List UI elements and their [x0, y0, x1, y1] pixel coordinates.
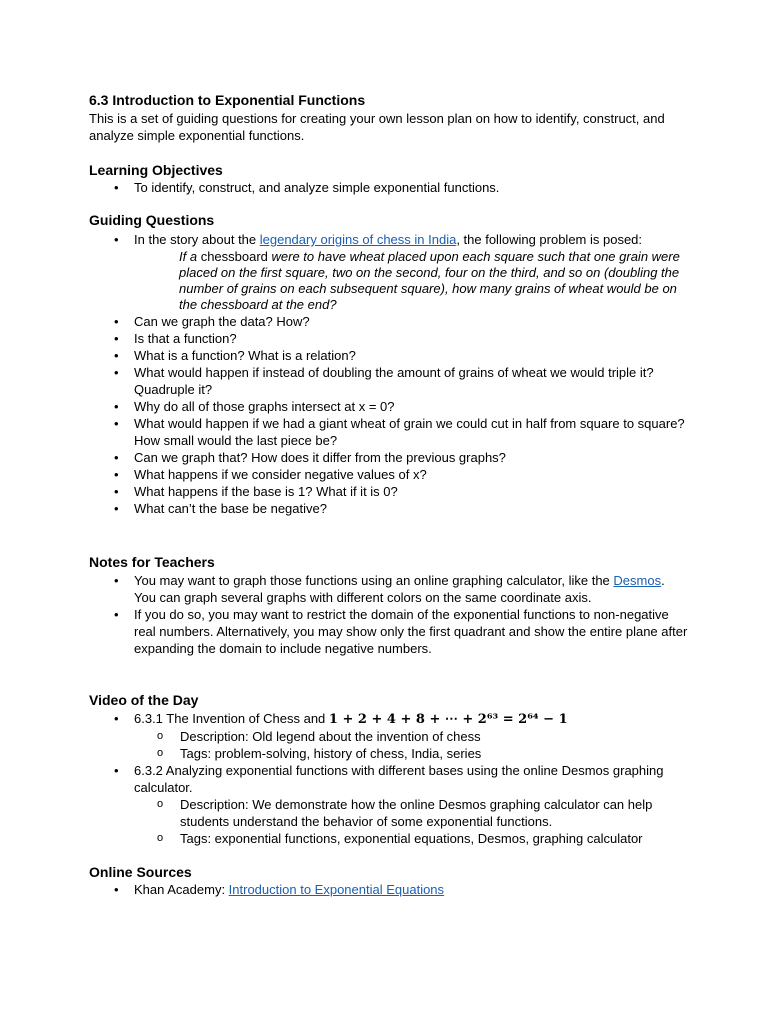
list-item: • To identify, construct, and analyze simple exponential functions.: [89, 179, 689, 196]
learning-objectives-list: [89, 179, 689, 196]
list-item: • Khan Academy: Introduction to Exponential Equations: [89, 881, 689, 898]
list-item: [89, 231, 689, 313]
list-item: • What happens if we consider negative values of x?: [89, 466, 689, 483]
khan-academy-link[interactable]: Introduction to Exponential Equations: [228, 882, 445, 897]
video-description: o Description: Old legend about the invention of chess: [134, 728, 689, 745]
page-title: 6.3 Introduction to Exponential Functions: [89, 92, 366, 108]
guiding-questions-heading: Guiding Questions: [89, 212, 215, 228]
list-item: • Why do all of those graphs intersect at x = 0?: [89, 398, 689, 415]
video-item: • 6.3.1 The Invention of Chess and 1 + 2 + 4 + 8 + ⋯ + 2⁶³ = 2⁶⁴ − 1 o Description: Old legend about the invention of chess o Tags: problem-solving, history of chess, India, series: [89, 710, 689, 762]
list-item: • What would happen if instead of doubling the amount of grains of wheat we would triple it? Quadruple it?: [89, 364, 689, 398]
guiding-questions-list: [89, 231, 689, 517]
question-text: In the story about the: [134, 232, 260, 247]
list-item: • What would happen if we had a giant wheat of grain we could cut in half from square to square? How small would the last piece be?: [89, 415, 689, 449]
list-item: • If you do so, you may want to restrict the domain of the exponential functions to non-negative real numbers. Alternatively, you may show only the first quadrant and show the entire plane after expanding the domain to include negative numbers.: [89, 606, 689, 657]
notes-list: [89, 572, 689, 657]
video-1-details: [134, 728, 689, 762]
learning-objectives-heading: Learning Objectives: [89, 162, 223, 178]
video-heading: Video of the Day: [89, 692, 199, 708]
online-sources-heading: Online Sources: [89, 864, 192, 880]
series-formula: 1 + 2 + 4 + 8 + ⋯ + 2⁶³ = 2⁶⁴ − 1: [328, 712, 568, 727]
video-description: o Description: We demonstrate how the online Desmos graphing calculator can help students understand the behavior of some exponential functions.: [134, 796, 689, 830]
list-item: • What happens if the base is 1? What if it is 0?: [89, 483, 689, 500]
question-text: , the following problem is posed:: [456, 232, 643, 247]
video-tags: o Tags: exponential functions, exponential equations, Desmos, graphing calculator: [134, 830, 689, 847]
video-item: • 6.3.2 Analyzing exponential functions with different bases using the online Desmos graphing calculator. o Description: We demonstrate how the online Desmos graphing calculator can help students understand the behavior of some exponential functions. o Tags: exponential functions, exponential equations, Desmos, graphing calculator: [89, 762, 689, 847]
list-item: • What is a function? What is a relation?: [89, 347, 689, 364]
sources-list: [89, 881, 689, 898]
notes-heading: Notes for Teachers: [89, 554, 215, 570]
intro-paragraph: This is a set of guiding questions for creating your own lesson plan on how to identify, construct, and analyze simple exponential functions.: [89, 111, 665, 143]
list-item: • Is that a function?: [89, 330, 689, 347]
list-item: • What can’t the base be negative?: [89, 500, 689, 517]
chessboard-quote: If a chessboard were to have wheat placed upon each square such that one grain were placed on the first square, two on the second, four on the third, and so on (doubling the number of grains on each subsequent square), how many grains of wheat would be on the chessboard at the end?: [179, 249, 680, 312]
chess-origins-link[interactable]: legendary origins of chess in India: [259, 232, 457, 247]
video-list: [89, 710, 689, 847]
desmos-link[interactable]: Desmos: [613, 573, 662, 588]
list-item: • You may want to graph those functions using an online graphing calculator, like the Desmos. You can graph several graphs with different colors on the same coordinate axis.: [89, 572, 689, 606]
list-item: • Can we graph the data? How?: [89, 313, 689, 330]
list-item: • Can we graph that? How does it differ from the previous graphs?: [89, 449, 689, 466]
video-2-details: [134, 796, 689, 847]
video-tags: o Tags: problem-solving, history of chess, India, series: [134, 745, 689, 762]
